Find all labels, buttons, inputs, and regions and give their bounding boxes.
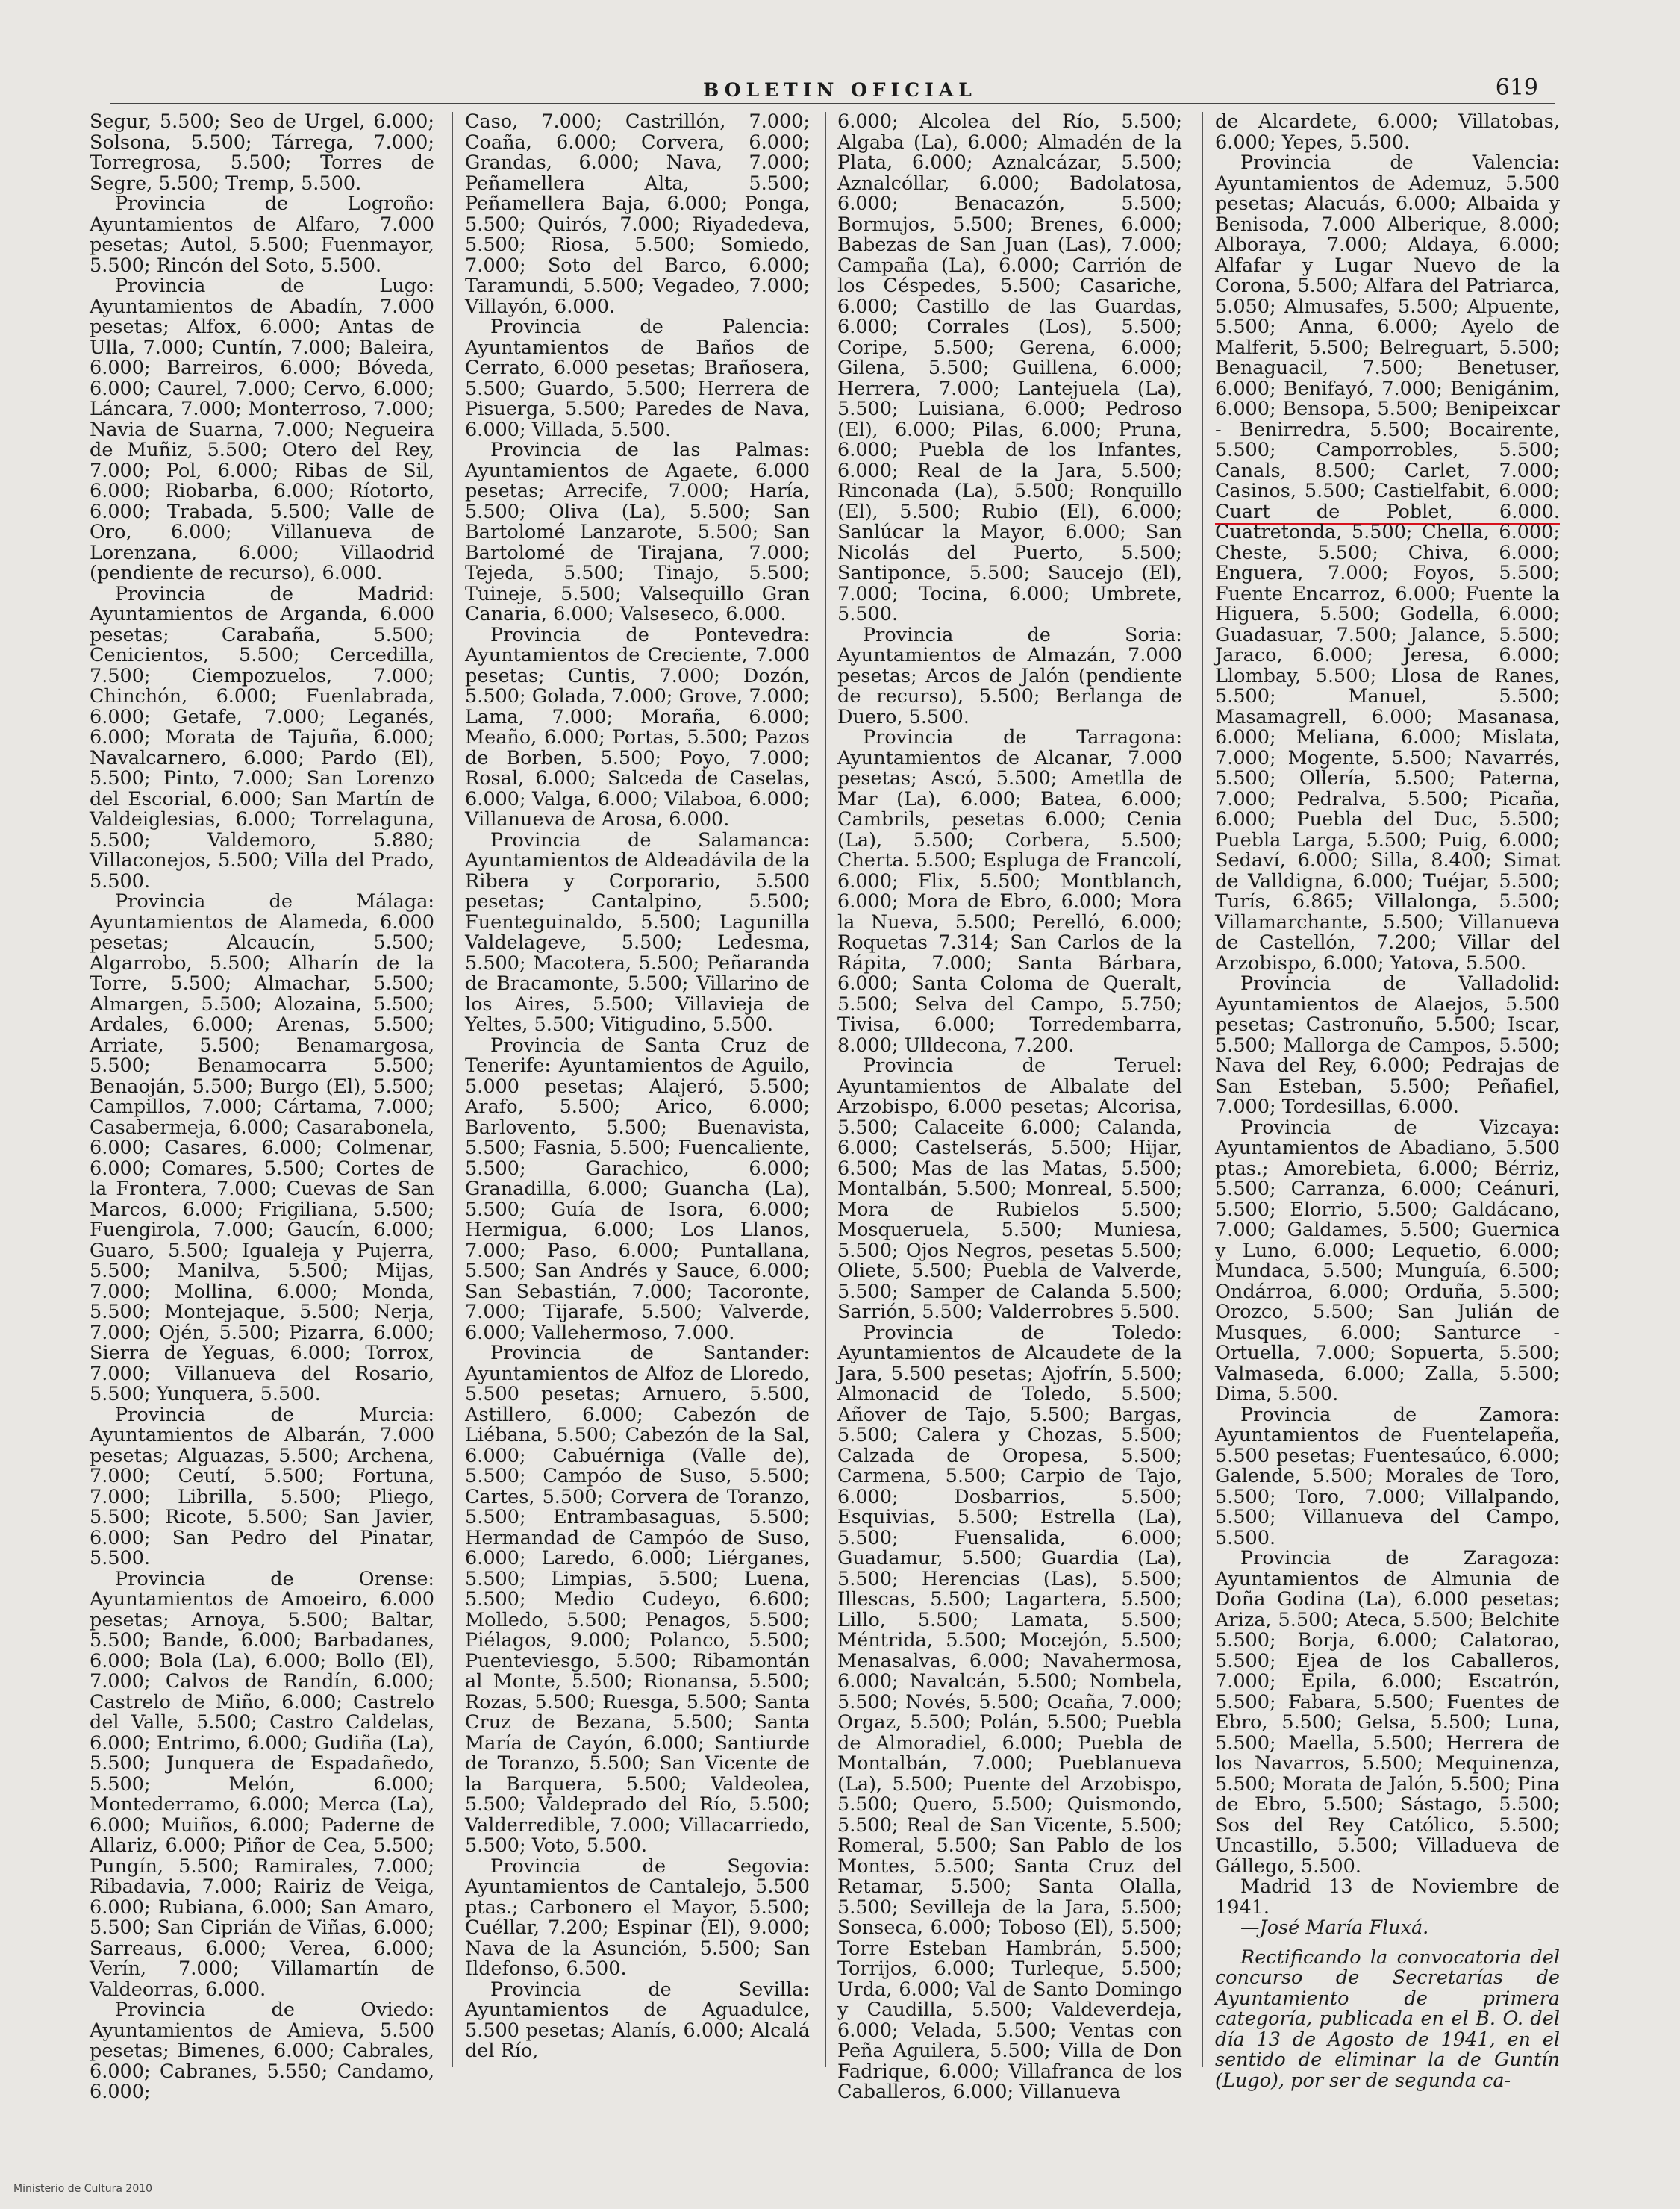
rectification-notice: Rectificando la convocatoria del concurso de Secretarías de Ayuntamiento de primera categoría, publicada en el B. O. del día 13 de Agosto de 1941, en el sentido de eliminar la de Guntín (Lugo), por ser de segunda ca- bbox=[1215, 1946, 1560, 2092]
paragraph: Provincia de Palencia: Ayuntamientos de Baños de Cerrato, 6.000 pesetas; Brañosera, 5.500; Guardo, 5.500; Herrera de Pisuerga, 5.500; Paredes de Nava, 6.000; Villada, 5.500. bbox=[465, 316, 810, 441]
paragraph: 6.000; Alcolea del Río, 5.500; Algaba (La), 6.000; Almadén de la Plata, 6.000; Aznalcázar, 5.500; Aznalcóllar, 6.000; Badolatosa, 6.000; Benacazón, 5.500; Bormujos, 5.500; Brenes, 6.000; Babezas de San Juan (Las), 7.000; Campaña (La), 6.000; Carrión de los Céspedes, 5.500; Casariche, 6.000; Castillo de las Guardas, 6.000; Corrales (Los), 5.500; Coripe, 5.500; Gerena, 6.000; Gilena, 5.500; Guillena, 6.000; Herrera, 7.000; Lantejuela (La), 5.500; Luisiana, 6.000; Pedroso (El), 6.000; Pilas, 6.000; Pruna, 6.000; Puebla de los Infantes, 6.000; Real de la Jara, 5.500; Rinconada (La), 5.500; Ronquillo (El), 5.500; Rubio (El), 6.000; Sanlúcar la Mayor, 6.000; San Nicolás del Puerto, 5.500; Santiponce, 5.500; Saucejo (El), 7.000; Tocina, 6.000; Umbrete, 5.500. bbox=[837, 110, 1182, 625]
paragraph-text: Provincia de Valencia: Ayuntamientos de Ademuz, 5.500 pesetas; Alacuás, 6.000; Albaida y Benisoda, 7.000 Alberique, 8.000; Alboraya, 7.000; Aldaya, 6.000; Alfafar y Lugar Nuevo de la Corona, 5.500; Alfara del Patriarca, 5.050; Almusafes, 5.500; Alpuente, 5.500; Anna, 6.000; Ayelo de Malferit, 5.500; Belreguart, 5.500; Benaguacil, 7.500; Benetuser, 6.000; Benifayó, 7.000; Benigánim, 6.000; Bensopa, 5.500; Benipeixcar - Benirredra, 5.500; Bocairente, 5.500; Camporrobles, 5.500; Canals, 8.500; Carlet, 7.000; Casinos, 5.500; Castielfabit, 6.000; bbox=[1215, 151, 1560, 502]
paragraph: Segur, 5.500; Seo de Urgel, 6.000; Solsona, 5.500; Tárrega, 7.000; Torregrosa, 5.500; Torres de Segre, 5.500; Tremp, 5.500. bbox=[90, 110, 434, 195]
footer-credit: Ministerio de Cultura 2010 bbox=[13, 2183, 153, 2195]
page-number: 619 bbox=[1495, 75, 1538, 101]
paragraph: de Alcardete, 6.000; Villatobas, 6.000; Yepes, 5.500. bbox=[1215, 110, 1560, 154]
paragraph: Provincia de Valladolid: Ayuntamientos de Alaejos, 5.500 pesetas; Castronuño, 5.500; Iscar, 5.500; Mallorga de Campos, 5.500; Nava del Rey, 6.000; Pedrajas de San Esteban, 5.500; Peñafiel, 7.000; Tordesillas, 6.000. bbox=[1215, 972, 1560, 1118]
paragraph: Provincia de Pontevedra: Ayuntamientos de Creciente, 7.000 pesetas; Cuntis, 7.000; Dozón, 5.500; Golada, 7.000; Grove, 7.000; Lama, 7.000; Moraña, 6.000; Meaño, 6.000; Portas, 5.500; Pazos de Borben, 5.500; Poyo, 7.000; Rosal, 6.000; Salceda de Caselas, 6.000; Valga, 6.000; Vilaboa, 6.000; Villanueva de Arosa, 6.000. bbox=[465, 623, 810, 831]
paragraph: Provincia de Orense: Ayuntamientos de Amoeiro, 6.000 pesetas; Arnoya, 5.500; Baltar, 5.500; Bande, 6.000; Barbadanes, 6.000; Bola (La), 6.000; Bollo (El), 7.000; Calvos de Randín, 6.000; Castrelo de Miño, 6.000; Castrelo del Valle, 5.500; Castro Caldelas, 6.000; Entrimo, 6.000; Gudiña (La), 5.500; Junquera de Espadañedo, 5.500; Melón, 6.000; Montederramo, 6.000; Merca (La), 6.000; Muiños, 6.000; Paderne de Allariz, 6.000; Piñor de Cea, 5.500; Pungín, 5.500; Ramirales, 7.000; Ribadavia, 7.000; Rairiz de Veiga, 6.000; Rubiana, 6.000; San Amaro, 5.500; San Ciprián de Viñas, 6.000; Sarreaus, 6.000; Verea, 6.000; Verín, 7.000; Villamartín de Valdeorras, 6.000. bbox=[90, 1567, 434, 2001]
text-column-4 bbox=[1215, 110, 1560, 2092]
paragraph: Provincia de Málaga: Ayuntamientos de Alameda, 6.000 pesetas; Alcaucín, 5.500; Algarrobo, 5.500; Alharín de la Torre, 5.500; Almachar, 5.500; Almargen, 5.500; Alozaina, 5.500; Ardales, 6.000; Arenas, 5.500; Arriate, 5.500; Benamargosa, 5.500; Benamocarra 5.500; Benaoján, 5.500; Burgo (El), 5.500; Campillos, 7.000; Cártama, 7.000; Casabermeja, 6.000; Casarabonela, 6.000; Casares, 6.000; Colmenar, 6.000; Comares, 5.500; Cortes de la Frontera, 7.000; Cuevas de San Marcos, 6.000; Frigiliana, 5.500; Fuengirola, 7.000; Gaucín, 6.000; Guaro, 5.500; Igualeja y Pujerra, 5.500; Manilva, 5.500; Mijas, 7.000; Mollina, 6.000; Monda, 5.500; Montejaque, 5.500; Nerja, 7.000; Ojén, 5.500; Pizarra, 6.000; Sierra de Yeguas, 6.000; Torrox, 7.000; Villanueva del Rosario, 5.500; Yunquera, 5.500. bbox=[90, 890, 434, 1405]
paragraph: Provincia de Santander: Ayuntamientos de Alfoz de Lloredo, 5.500 pesetas; Arnuero, 5.500, Astillero, 6.000; Cabezón de Liébana, 5.500; Cabezón de la Sal, 6.000; Cabuérniga (Valle de), 5.500; Campóo de Suso, 5.500; Cartes, 5.500; Corvera de Toranzo, 5.500; Entrambasaguas, 5.500; Hermandad de Campóo de Suso, 6.000; Laredo, 6.000; Liérganes, 5.500; Limpias, 5.500; Luena, 5.500; Medio Cudeyo, 6.600; Molledo, 5.500; Penagos, 5.500; Piélagos, 9.000; Polanco, 5.500; Puenteviesgo, 5.500; Ribamontán al Monte, 5.500; Rionansa, 5.500; Rozas, 5.500; Ruesga, 5.500; Santa Cruz de Bezana, 5.500; Santa María de Cayón, 6.000; Santiurde de Toranzo, 5.500; San Vicente de la Barquera, 5.500; Valdeolea, 5.500; Valdeprado del Río, 5.500; Valderredible, 7.000; Villacarriedo, 5.500; Voto, 5.500. bbox=[465, 1342, 810, 1857]
header-rule bbox=[110, 103, 1555, 104]
paragraph: Provincia de Santa Cruz de Tenerife: Ayuntamientos de Aguilo, 5.000 pesetas; Alajeró, 5.500; Arafo, 5.500; Arico, 6.000; Barlovento, 5.500; Buenavista, 5.500; Fasnia, 5.500; Fuencaliente, 5.500; Garachico, 6.000; Granadilla, 6.000; Guancha (La), 5.500; Guía de Isora, 6.000; Hermigua, 6.000; Los Llanos, 7.000; Paso, 6.000; Puntallana, 5.500; San Andrés y Sauce, 6.000; San Sebastián, 7.000; Tacoronte, 7.000; Tijarafe, 5.500; Valverde, 6.000; Vallehermoso, 7.000. bbox=[465, 1034, 810, 1344]
signature: —José María Fluxá. bbox=[1240, 1916, 1429, 1939]
paragraph: Provincia de Salamanca: Ayuntamientos de Aldeadávila de la Ribera y Corporario, 5.500 pesetas; Cantalpino, 5.500; Fuenteguinaldo, 5.500; Lagunilla Valdelageve, 5.500; Ledesma, 5.500; Macotera, 5.500; Peñaranda de Bracamonte, 5.500; Villarino de los Aires, 5.500; Villavieja de Yeltes, 5.500; Vitigudino, 5.500. bbox=[465, 828, 810, 1036]
page-header bbox=[0, 72, 1680, 109]
highlighted-entry: Cuart de Poblet, 6.000. bbox=[1215, 501, 1560, 525]
column-divider bbox=[452, 112, 453, 2067]
paragraph: Provincia de Madrid: Ayuntamientos de Arganda, 6.000 pesetas; Carabaña, 5.500; Cenicientos, 5.500; Cercedilla, 7.500; Ciempozuelos, 7.000; Chinchón, 6.000; Fuenlabrada, 6.000; Getafe, 7.000; Leganés, 6.000; Morata de Tajuña, 6.000; Navalcarnero, 6.000; Pardo (El), 5.500; Pinto, 7.000; San Lorenzo del Escorial, 6.000; San Martín de Valdeiglesias, 6.000; Torrelaguna, 5.500; Valdemoro, 5.880; Villaconejos, 5.500; Villa del Prado, 5.500. bbox=[90, 582, 434, 893]
paragraph: Provincia de Logroño: Ayuntamientos de Alfaro, 7.000 pesetas; Autol, 5.500; Fuenmayor, 5.500; Rincón del Soto, 5.500. bbox=[90, 193, 434, 277]
publication-title: BOLETIN OFICIAL bbox=[703, 79, 977, 101]
paragraph: Provincia de Zaragoza: Ayuntamientos de Almunia de Doña Godina (La), 6.000 pesetas; Ariza, 5.500; Ateca, 5.500; Belchite 5.500; Borja, 6.000; Calatorao, 5.500; Ejea de los Caballeros, 7.000; Epila, 6.000; Escatrón, 5.500; Fabara, 5.500; Fuentes de Ebro, 5.500; Gelsa, 5.500; Luna, 5.500; Maella, 5.500; Herrera de los Navarros, 5.500; Mequinenza, 5.500; Morata de Jalón, 5.500; Pina de Ebro, 5.500; Sástago, 5.500; Sos del Rey Católico, 5.500; Uncastillo, 5.500; Villadueva de Gállego, 5.500. bbox=[1215, 1547, 1560, 1878]
paragraph: Provincia de Segovia: Ayuntamientos de Cantalejo, 5.500 ptas.; Carbonero el Mayor, 5.500; Cuéllar, 7.200; Espinar (El), 9.000; Nava de la Asunción, 5.500; San Ildefonso, 6.500. bbox=[465, 1855, 810, 1980]
paragraph: Provincia de Zamora: Ayuntamientos de Fuentelapeña, 5.500 pesetas; Fuentesaúco, 6.000; Galende, 5.500; Morales de Toro, 5.500; Toro, 7.000; Villalpando, 5.500; Villanueva del Campo, 5.500. bbox=[1215, 1403, 1560, 1549]
text-column-3 bbox=[837, 110, 1182, 2103]
text-column-1 bbox=[90, 110, 434, 2103]
column-divider bbox=[825, 112, 826, 2067]
paragraph: Provincia de Toledo: Ayuntamientos de Alcaudete de la Jara, 5.500 pesetas; Ajofrín, 5.500; Almonacid de Toledo, 5.500; Añover de Tajo, 5.500; Bargas, 5.500; Calera y Chozas, 5.500; Calzada de Oropesa, 5.500; Carmena, 5.500; Carpio de Tajo, 6.000; Dosbarrios, 5.500; Esquivias, 5.500; Estrella (La), 5.500; Fuensalida, 6.000; Guadamur, 5.500; Guardia (La), 5.500; Herencias (Las), 5.500; Illescas, 5.500; Lagartera, 5.500; Lillo, 5.500; Lamata, 5.500; Méntrida, 5.500; Mocejón, 5.500; Menasalvas, 6.000; Navahermosa, 6.000; Navalcán, 5.500; Nombela, 5.500; Novés, 5.500; Ocaña, 7.000; Orgaz, 5.500; Polán, 5.500; Puebla de Almoradiel, 6.000; Puebla de Montalbán, 7.000; Pueblanueva (La), 5.500; Puente del Arzobispo, 5.500; Quero, 5.500; Quismondo, 5.500; Real de San Vicente, 5.500; Romeral, 5.500; San Pablo de los Montes, 5.500; Santa Cruz del Retamar, 5.500; Santa Olalla, 5.500; Sevilleja de la Jara, 5.500; Sonseca, 6.000; Toboso (El), 5.500; Torre Esteban Hambrán, 5.500; Torrijos, 6.000; Turleque, 5.500; Urda, 6.000; Val de Santo Domingo y Caudilla, 5.500; Valdeverdeja, 6.000; Velada, 5.500; Ventas con Peña Aguilera, 5.500; Villa de Don Fadrique, 6.000; Villafranca de los Caballeros, 6.000; Villanueva bbox=[837, 1321, 1182, 2103]
paragraph-text: Cuatretonda, 5.500; Chella, 6.000; Cheste, 5.500; Chiva, 6.000; Enguera, 7.000; Foyos, 5.500; Fuente Encarroz, 6.000; Fuente la Higuera, 5.500; Godella, 6.000; Guadasuar, 7.500; Jalance, 5.500; Jaraco, 6.000; Jeresa, 6.000; Llombay, 5.500; Llosa de Ranes, 5.500; Manuel, 5.500; Masamagrell, 6.000; Masanasa, 6.000; Meliana, 6.000; Mislata, 7.000; Mogente, 5.500; Navarrés, 5.500; Ollería, 5.500; Paterna, 7.000; Pedralva, 5.500; Picaña, 6.000; Puebla del Duc, 5.500; Puebla Larga, 5.500; Puig, 6.000; Sedaví, 6.000; Silla, 8.400; Simat de Valldigna, 6.000; Tuéjar, 5.500; Turís, 6.865; Villalonga, 5.500; Villamarchante, 5.500; Villanueva de Castellón, 7.200; Villar del Arzobispo, 6.000; Yatova, 5.500. bbox=[1215, 521, 1560, 975]
paragraph: Provincia de Sevilla: Ayuntamientos de Aguadulce, 5.500 pesetas; Alanís, 6.000; Alcalá del Río, bbox=[465, 1978, 810, 2062]
text-column-2 bbox=[465, 112, 810, 2067]
paragraph: Provincia de Lugo: Ayuntamientos de Abadín, 7.000 pesetas; Alfox, 6.000; Antas de Ulla, 7.000; Cuntín, 7.000; Baleira, 6.000; Barreiros, 6.000; Bóveda, 6.000; Caurel, 7.000; Cervo, 6.000; Láncara, 7.000; Monterroso, 7.000; Navia de Suarna, 7.000; Negueira de Muñiz, 5.500; Otero del Rey, 7.000; Pol, 6.000; Ribas de Sil, 6.000; Riobarba, 6.000; Ríotorto, 6.000; Trabada, 5.500; Valle de Oro, 6.000; Villanueva de Lorenzana, 6.000; Villaodrid (pendiente de recurso), 6.000. bbox=[90, 275, 434, 584]
paragraph: Provincia de las Palmas: Ayuntamientos de Agaete, 6.000 pesetas; Arrecife, 7.000; Haría, 5.500; Oliva (La), 5.500; San Bartolomé Lanzarote, 5.500; San Bartolomé de Tirajana, 7.000; Tejeda, 5.500; Tinajo, 5.500; Tuineje, 5.500; Valsequillo Gran Canaria, 6.000; Valseseco, 6.000. bbox=[465, 439, 810, 625]
paragraph: Provincia de Oviedo: Ayuntamientos de Amieva, 5.500 pesetas; Bimenes, 6.000; Cabrales, 6.000; Cabranes, 5.550; Candamo, 6.000; bbox=[90, 1999, 434, 2103]
paragraph: Provincia de Soria: Ayuntamientos de Almazán, 7.000 pesetas; Arcos de Jalón (pendiente de recurso), 5.500; Berlanga de Duero, 5.500. bbox=[837, 623, 1182, 728]
paragraph: Caso, 7.000; Castrillón, 7.000; Coaña, 6.000; Corvera, 6.000; Grandas, 6.000; Nava, 7.000; Peñamellera Alta, 5.500; Peñamellera Baja, 6.000; Ponga, 5.500; Quirós, 7.000; Riyadedeva, 5.500; Riosa, 5.500; Somiedo, 7.000; Soto del Barco, 6.000; Taramundi, 5.500; Vegadeo, 7.000; Villayón, 6.000. bbox=[465, 110, 810, 318]
column-divider bbox=[1202, 112, 1203, 2067]
date-line: Madrid 13 de Noviembre de 1941. bbox=[1215, 1875, 1560, 1919]
paragraph bbox=[1215, 153, 1560, 974]
paragraph: Provincia de Murcia: Ayuntamientos de Albarán, 7.000 pesetas; Alguazas, 5.500; Archena, 7.000; Ceutí, 5.500; Fortuna, 7.000; Librilla, 5.500; Pliego, 5.500; Ricote, 5.500; San Javier, 6.000; San Pedro del Pinatar, 5.500. bbox=[90, 1403, 434, 1569]
paragraph: Provincia de Teruel: Ayuntamientos de Albalate del Arzobispo, 6.000 pesetas; Alcorisa, 5.500; Calaceite 6.000; Calanda, 6.000; Castelserás, 5.500; Hijar, 6.500; Mas de las Matas, 5.500; Montalbán, 5.500; Monreal, 5.500; Mora de Rubielos 5.500; Mosqueruela, 5.500; Muniesa, 5.500; Ojos Negros, pesetas 5.500; Oliete, 5.500; Puebla de Valverde, 5.500; Samper de Calanda 5.500; Sarrión, 5.500; Valderrobres 5.500. bbox=[837, 1054, 1182, 1323]
paragraph: Provincia de Vizcaya: Ayuntamientos de Abadiano, 5.500 ptas.; Amorebieta, 6.000; Bérriz, 5.500; Carranza, 6.000; Ceánuri, 5.500; Elorrio, 5.500; Galdácano, 7.000; Galdames, 5.500; Guernica y Luno, 6.000; Lequetio, 6.000; Mundaca, 5.500; Munguía, 6.500; Ondárroa, 6.000; Orduña, 5.500; Orozco, 5.500; San Julián de Musques, 6.000; Santurce - Ortuella, 7.000; Sopuerta, 5.500; Valmaseda, 6.000; Zalla, 5.500; Dima, 5.500. bbox=[1215, 1116, 1560, 1405]
paragraph: Provincia de Tarragona: Ayuntamientos de Alcanar, 7.000 pesetas; Ascó, 5.500; Ametlla de Mar (La), 6.000; Batea, 6.000; Cambrils, pesetas 6.000; Cenia (La), 5.500; Corbera, 5.500; Cherta. 5.500; Espluga de Francolí, 6.000; Flix, 5.500; Montblanch, 6.000; Mora de Ebro, 6.000; Mora la Nueva, 5.500; Perelló, 6.000; Roquetas 7.314; San Carlos de la Rápita, 7.000; Santa Bárbara, 6.000; Santa Coloma de Queralt, 5.500; Selva del Campo, 5.750; Tivisa, 6.000; Torredembarra, 8.000; Ulldecona, 7.200. bbox=[837, 726, 1182, 1057]
